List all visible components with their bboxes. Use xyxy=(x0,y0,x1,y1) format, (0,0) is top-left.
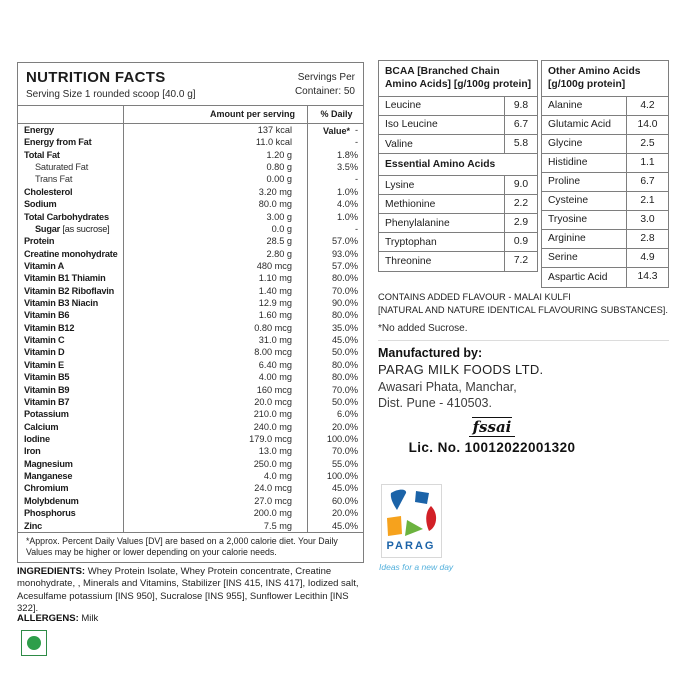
nutrient-name: Vitamin E xyxy=(24,359,64,370)
manufacturer-divider xyxy=(378,340,669,341)
amino-acid-row xyxy=(542,154,668,173)
nutrition-row xyxy=(18,211,363,223)
nutrient-amount: 2.80 g xyxy=(123,248,307,260)
essential-amino-rows xyxy=(379,176,537,271)
nutrient-amount: 179.0 mcg xyxy=(123,433,307,445)
amino-acid-value: 6.7 xyxy=(504,116,537,134)
nutrient-daily-value: 57.0% xyxy=(307,235,365,247)
nutrient-amount: 137 kcal xyxy=(123,124,307,136)
ingredients-paragraph xyxy=(17,566,371,615)
nutrient-name: Magnesium xyxy=(24,458,73,469)
nutrient-daily-value: - xyxy=(307,173,365,185)
amino-acid-name: Glycine xyxy=(548,138,583,150)
nutrient-name: Sugar [as sucrose] xyxy=(35,223,110,234)
amino-acid-name: Threonine xyxy=(385,256,432,268)
bcaa-rows xyxy=(379,97,537,154)
amino-acid-row xyxy=(542,116,668,135)
nutrient-name: Iodine xyxy=(24,433,50,444)
amino-acid-name: Iso Leucine xyxy=(385,119,438,131)
nutrition-row xyxy=(18,384,363,396)
amino-acid-name: Arginine xyxy=(548,233,586,245)
nutrient-daily-value: 4.0% xyxy=(307,198,365,210)
nutrient-daily-value: 20.0% xyxy=(307,421,365,433)
amount-column-header: Amount per serving xyxy=(123,106,307,140)
nutrient-name: Creatine monohydrate xyxy=(24,248,118,259)
nutrient-amount: 160 mcg xyxy=(123,384,307,396)
parag-logo-art-icon xyxy=(382,485,441,557)
amino-acid-row xyxy=(542,211,668,230)
nutrient-name: Vitamin C xyxy=(24,335,65,346)
amino-acid-value: 4.2 xyxy=(626,97,668,115)
nutrition-row xyxy=(18,445,363,457)
amino-acid-row xyxy=(379,135,537,154)
nutrient-daily-value: 57.0% xyxy=(307,260,365,272)
amino-acid-tables xyxy=(378,60,669,288)
manufacturer-company: PARAG MILK FOODS LTD. xyxy=(378,362,544,378)
amino-acid-name: Histidine xyxy=(548,157,588,169)
nutrient-daily-value: 50.0% xyxy=(307,396,365,408)
servings-per-container xyxy=(295,69,355,100)
nutrient-daily-value: 6.0% xyxy=(307,408,365,420)
amino-acid-value: 5.8 xyxy=(504,135,537,154)
nutrient-amount: 240.0 mg xyxy=(123,421,307,433)
no-sucrose-note: *No added Sucrose. xyxy=(378,323,468,334)
bcaa-table-header: BCAA [Branched Chain Amino Acids] [g/100g protein] xyxy=(379,61,537,97)
nutrient-amount: 6.40 mg xyxy=(123,359,307,371)
nutrient-daily-value: 70.0% xyxy=(307,445,365,457)
bcaa-table xyxy=(378,60,538,272)
nutrient-name: Calcium xyxy=(24,421,59,432)
amino-acid-name: Aspartic Acid xyxy=(548,271,608,283)
nutrient-amount: 0.0 g xyxy=(123,223,307,235)
amino-acid-name: Tryptophan xyxy=(385,236,437,248)
nutrition-row xyxy=(18,223,363,235)
nutrient-amount: 7.5 mg xyxy=(123,520,307,532)
flavour-line1: CONTAINS ADDED FLAVOUR - MALAI KULFI xyxy=(378,292,571,302)
nutrition-row xyxy=(18,346,363,358)
nutrition-row xyxy=(18,371,363,383)
nutrition-facts-title: NUTRITION FACTS xyxy=(26,69,166,86)
nutrition-row xyxy=(18,198,363,210)
nutrient-daily-value: 60.0% xyxy=(307,495,365,507)
nutrition-row xyxy=(18,309,363,321)
nutrition-row xyxy=(18,136,363,148)
nutrient-name: Vitamin B5 xyxy=(24,372,70,383)
allergens-text: Milk xyxy=(78,613,99,624)
amino-acid-value: 9.0 xyxy=(504,176,537,194)
amino-acid-name: Serine xyxy=(548,252,578,264)
nutrient-amount: 28.5 g xyxy=(123,235,307,247)
nutrient-amount: 200.0 mg xyxy=(123,507,307,519)
nutrient-amount: 20.0 mcg xyxy=(123,396,307,408)
vegetarian-mark-icon xyxy=(21,630,47,656)
nutrient-amount: 27.0 mcg xyxy=(123,495,307,507)
daily-value-footnote: *Approx. Percent Daily Values [DV] are based on a 2,000 calorie diet. Your Daily Values may be higher or lower depending on your calorie needs. xyxy=(18,532,363,563)
fssai-block xyxy=(392,419,592,455)
nutrient-name: Vitamin A xyxy=(24,260,65,271)
nutrient-name: Zinc xyxy=(24,520,43,531)
daily-value-column-header: % Daily Value* xyxy=(307,106,365,140)
nutrient-daily-value: 1.8% xyxy=(307,149,365,161)
nutrient-amount: 13.0 mg xyxy=(123,445,307,457)
amino-acid-row xyxy=(379,116,537,135)
nutrient-daily-value: 55.0% xyxy=(307,458,365,470)
nutrient-daily-value: 70.0% xyxy=(307,285,365,297)
nutrient-daily-value: 1.0% xyxy=(307,211,365,223)
nutrition-row xyxy=(18,173,363,185)
nutrient-amount: 0.00 g xyxy=(123,173,307,185)
nutrition-row xyxy=(18,248,363,260)
amino-acid-value: 9.8 xyxy=(504,97,537,115)
nutrient-amount: 3.20 mg xyxy=(123,186,307,198)
nutrient-daily-value: 45.0% xyxy=(307,482,365,494)
amino-acid-value: 1.1 xyxy=(626,154,668,172)
allergens-label: ALLERGENS: xyxy=(17,613,79,624)
amino-acid-value: 14.3 xyxy=(626,268,668,287)
nutrient-amount: 480 mcg xyxy=(123,260,307,272)
nutrient-daily-value: 100.0% xyxy=(307,433,365,445)
nutrient-amount: 80.0 mg xyxy=(123,198,307,210)
nutrient-name: Iron xyxy=(24,446,41,457)
nutrient-name: Vitamin B2 Riboflavin xyxy=(24,285,115,296)
nutrient-daily-value: 45.0% xyxy=(307,334,365,346)
amino-acid-row xyxy=(542,173,668,192)
nutrition-row xyxy=(18,507,363,519)
nutrition-row xyxy=(18,285,363,297)
nutrient-amount: 0.80 g xyxy=(123,161,307,173)
nutrient-daily-value: 80.0% xyxy=(307,371,365,383)
flavour-line2: [NATURAL AND NATURE IDENTICAL FLAVOURING SUBSTANCES]. xyxy=(378,305,668,316)
amino-acid-name: Tryosine xyxy=(548,214,588,226)
amino-acid-row xyxy=(379,97,537,116)
amino-acid-value: 14.0 xyxy=(626,116,668,134)
nutrient-name: Total Fat xyxy=(24,149,60,160)
nutrition-row xyxy=(18,408,363,420)
amino-acid-row xyxy=(542,249,668,268)
nutrient-daily-value: 90.0% xyxy=(307,297,365,309)
nutrient-name: Vitamin B9 xyxy=(24,384,70,395)
servings-per-line2: Container: 50 xyxy=(294,85,355,97)
nutrient-amount: 3.00 g xyxy=(123,211,307,223)
nutrient-amount: 4.0 mg xyxy=(123,470,307,482)
nutrient-daily-value: 93.0% xyxy=(307,248,365,260)
nutrient-name: Potassium xyxy=(24,409,69,420)
other-amino-acids-table xyxy=(541,60,669,288)
amino-acid-name: Valine xyxy=(385,138,413,150)
fssai-logo: fssai xyxy=(469,419,516,437)
flavour-note xyxy=(378,291,670,317)
nutrient-name: Cholesterol xyxy=(24,186,73,197)
nutrient-daily-value: - xyxy=(307,223,365,235)
nutrition-row xyxy=(18,297,363,309)
nutrition-row xyxy=(18,433,363,445)
parag-tagline: Ideas for a new day xyxy=(379,562,454,572)
nutrient-amount: 31.0 mg xyxy=(123,334,307,346)
nutrition-row xyxy=(18,161,363,173)
nutrient-amount: 24.0 mcg xyxy=(123,482,307,494)
nutrient-name: Protein xyxy=(24,236,55,247)
amino-acid-row xyxy=(379,176,537,195)
amino-acid-row xyxy=(379,233,537,252)
amino-acid-value: 0.9 xyxy=(504,233,537,251)
amino-acid-name: Cysteine xyxy=(548,195,589,207)
nutrient-name: Trans Fat xyxy=(35,174,73,185)
parag-logo xyxy=(381,484,442,558)
nutrient-daily-value: 45.0% xyxy=(307,520,365,532)
amino-acid-name: Proline xyxy=(548,176,581,188)
amino-acid-row xyxy=(542,135,668,154)
nutrition-row xyxy=(18,186,363,198)
nutrition-rows xyxy=(18,124,363,532)
nutrition-row xyxy=(18,272,363,284)
nutrient-name: Vitamin B3 Niacin xyxy=(24,298,99,309)
amino-acid-name: Lysine xyxy=(385,179,415,191)
nutrition-row xyxy=(18,334,363,346)
svg-text:PARAG: PARAG xyxy=(386,540,436,552)
nutrition-row xyxy=(18,396,363,408)
manufactured-by-label: Manufactured by: xyxy=(378,346,483,360)
nutrition-row xyxy=(18,322,363,334)
amino-acid-name: Alanine xyxy=(548,100,583,112)
nutrient-amount: 1.60 mg xyxy=(123,309,307,321)
nutrient-daily-value: - xyxy=(307,124,365,136)
nutrient-name: Sodium xyxy=(24,199,57,210)
nutrition-row xyxy=(18,495,363,507)
servings-per-line1: Servings Per xyxy=(297,72,355,83)
vegetarian-dot-icon xyxy=(27,636,41,650)
amino-acid-value: 3.0 xyxy=(626,211,668,229)
amino-acid-value: 4.9 xyxy=(626,249,668,267)
nutrition-facts-panel xyxy=(17,62,364,563)
nutrient-name: Vitamin B6 xyxy=(24,310,70,321)
nutrient-daily-value: 70.0% xyxy=(307,384,365,396)
nutrient-amount: 0.80 mcg xyxy=(123,322,307,334)
nutrient-daily-value: 50.0% xyxy=(307,346,365,358)
nutrient-daily-value: 80.0% xyxy=(307,272,365,284)
manufacturer-address-line1: Awasari Phata, Manchar, xyxy=(378,380,517,395)
nutrition-row xyxy=(18,235,363,247)
amino-acid-name: Phenylalanine xyxy=(385,217,450,229)
amino-acid-name: Methionine xyxy=(385,198,436,210)
nutrient-name: Chromium xyxy=(24,483,69,494)
amino-acid-row xyxy=(542,97,668,116)
nutrient-name: Vitamin B7 xyxy=(24,396,70,407)
amino-acid-value: 2.2 xyxy=(504,195,537,213)
amino-acid-value: 2.9 xyxy=(504,214,537,232)
nutrient-daily-value: 100.0% xyxy=(307,470,365,482)
amino-acid-value: 2.5 xyxy=(626,135,668,153)
nutrient-amount: 1.10 mg xyxy=(123,272,307,284)
nutrition-row xyxy=(18,359,363,371)
nutrient-name: Manganese xyxy=(24,471,73,482)
nutrient-daily-value: 3.5% xyxy=(307,161,365,173)
nutrient-amount: 210.0 mg xyxy=(123,408,307,420)
nutrient-amount: 4.00 mg xyxy=(123,371,307,383)
nutrient-amount: 1.40 mg xyxy=(123,285,307,297)
nutrient-name: Saturated Fat xyxy=(35,162,89,173)
nutrition-row xyxy=(18,124,363,136)
amino-acid-row xyxy=(542,230,668,249)
nutrient-daily-value: 35.0% xyxy=(307,322,365,334)
nutrition-row xyxy=(18,421,363,433)
allergens-paragraph xyxy=(17,613,98,624)
ingredients-text: Whey Protein Isolate, Whey Protein concentrate, Creatine monohydrate, , Minerals and Vitamins, Stabilizer [INS 415, INS 417], Iodized salt, Acesulfame potassium [INS 950], Sucralose [INS 955], Sunflower Lecithin [INS 322]. xyxy=(17,566,359,615)
amino-acid-name: Glutamic Acid xyxy=(548,119,611,131)
nutrition-row xyxy=(18,482,363,494)
nutrient-amount: 11.0 kcal xyxy=(123,136,307,148)
amino-acid-row xyxy=(379,214,537,233)
nutrition-row xyxy=(18,520,363,532)
other-amino-acids-header: Other Amino Acids [g/100g protein] xyxy=(542,61,668,97)
nutrition-row xyxy=(18,470,363,482)
nutrient-amount: 1.20 g xyxy=(123,149,307,161)
amino-acid-row xyxy=(542,268,668,287)
amino-acid-value: 2.1 xyxy=(626,192,668,210)
manufacturer-address-line2: Dist. Pune - 410503. xyxy=(378,396,492,411)
nutrition-row xyxy=(18,458,363,470)
nutrient-name: Energy xyxy=(24,125,54,135)
nutrition-row xyxy=(18,149,363,161)
nutrient-daily-value: 20.0% xyxy=(307,507,365,519)
nutrition-row xyxy=(18,260,363,272)
nutrient-daily-value: 80.0% xyxy=(307,309,365,321)
nutrient-name: Vitamin B1 Thiamin xyxy=(24,273,106,284)
manufacturer-block xyxy=(378,345,543,412)
amino-acid-row xyxy=(379,252,537,271)
nutrient-daily-value: - xyxy=(307,136,365,148)
amino-acid-name: Leucine xyxy=(385,100,422,112)
nutrient-amount: 250.0 mg xyxy=(123,458,307,470)
amino-acid-row xyxy=(379,195,537,214)
essential-amino-acids-subheader: Essential Amino Acids xyxy=(379,153,537,176)
ingredients-label: INGREDIENTS: xyxy=(17,566,86,577)
nutrition-facts-header xyxy=(18,63,363,106)
nutrient-daily-value: 80.0% xyxy=(307,359,365,371)
serving-size-text: Serving Size 1 rounded scoop [40.0 g] xyxy=(26,89,196,100)
other-amino-rows xyxy=(542,97,668,287)
amino-acid-row xyxy=(542,192,668,211)
nutrient-name: Vitamin D xyxy=(24,347,65,358)
amino-acid-value: 6.7 xyxy=(626,173,668,191)
nutrient-name: Energy from Fat xyxy=(24,137,92,148)
nutrient-daily-value: 1.0% xyxy=(307,186,365,198)
fssai-license-number: Lic. No. 10012022001320 xyxy=(408,440,576,455)
nutrient-amount: 8.00 mcg xyxy=(123,346,307,358)
nutrient-amount: 12.9 mg xyxy=(123,297,307,309)
nutrient-name: Molybdenum xyxy=(24,495,79,506)
nutrient-name: Total Carbohydrates xyxy=(24,211,109,222)
nutrient-name: Phosphorus xyxy=(24,508,76,519)
nutrient-name: Vitamin B12 xyxy=(24,322,75,333)
amino-acid-value: 2.8 xyxy=(626,230,668,248)
amino-acid-value: 7.2 xyxy=(504,252,537,271)
